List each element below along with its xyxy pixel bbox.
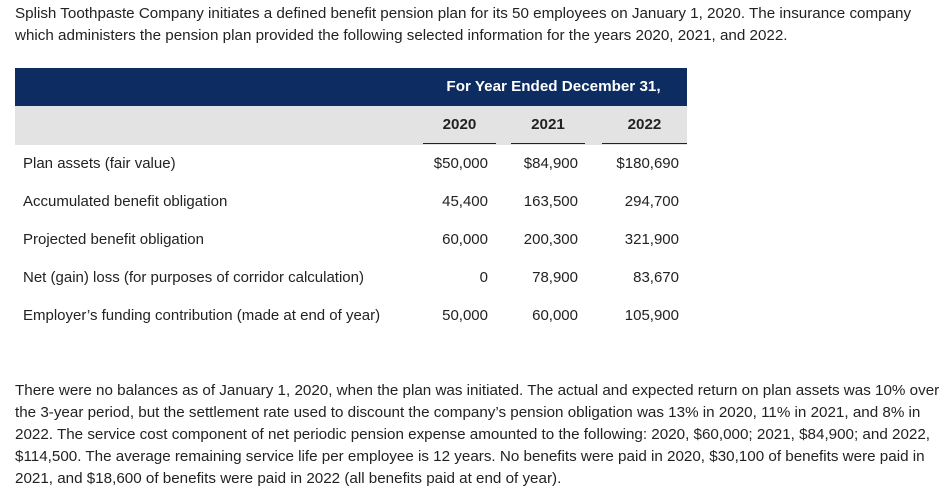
row-value-2022: 321,900 (624, 231, 679, 248)
table-row (15, 183, 687, 221)
pension-data-table (15, 68, 687, 335)
row-value-2021: 60,000 (532, 307, 578, 324)
row-value-2021: 163,500 (523, 193, 578, 210)
row-value-2020: 60,000 (442, 231, 488, 248)
row-value-2020: $50,000 (433, 155, 488, 172)
row-value-2022: 105,900 (624, 307, 679, 324)
row-label: Net (gain) loss (for purposes of corridor calculation) (23, 269, 364, 286)
year-header-row (15, 106, 687, 145)
row-label: Employer’s funding contribution (made at end of year) (23, 307, 381, 324)
table-row (15, 145, 687, 183)
row-value-2021: $84,900 (523, 155, 578, 172)
year-ended-header: For Year Ended December 31, (446, 78, 661, 95)
row-label: Plan assets (fair value) (23, 155, 176, 172)
table-row (15, 221, 687, 259)
year-header-2021: 2021 (511, 106, 585, 144)
row-value-2021: 200,300 (523, 231, 578, 248)
row-value-2021: 78,900 (532, 269, 578, 286)
year-header-2022: 2022 (602, 106, 687, 144)
row-value-2022: 83,670 (633, 269, 679, 286)
year-header-2020: 2020 (423, 106, 496, 144)
table-row (15, 259, 687, 297)
intro-paragraph: Splish Toothpaste Company initiates a defined benefit pension plan for its 50 employees on January 1, 2020. The insurance company which administers the pension plan provided the following selected information for the years 2020, 2021, and 2022. (15, 5, 912, 44)
row-value-2020: 0 (479, 269, 488, 286)
row-label: Accumulated benefit obligation (23, 193, 228, 210)
row-value-2020: 45,400 (442, 193, 488, 210)
row-label: Projected benefit obligation (23, 231, 204, 248)
outro-paragraph: There were no balances as of January 1, 2020, when the plan was initiated. The actual and expected return on plan assets was 10% over the 3-year period, but the settlement rate used to discount the company’s pension obligation was 13% in 2020, 11% in 2021, and 8% in 2022. The service cost component of net periodic pension expense amounted to the following: 2020, $60,000; 2021, $84,900; and 2022, $114,500. The average remaining service life per employee is 12 years. No benefits were paid in 2020, $30,100 of benefits were paid in 2021, and $18,600 of benefits were paid in 2022 (all benefits paid at end of year). (15, 382, 940, 487)
row-value-2022: 294,700 (624, 193, 679, 210)
table-row (15, 297, 687, 335)
table-header-bar (15, 68, 687, 106)
row-value-2020: 50,000 (442, 307, 488, 324)
row-value-2022: $180,690 (616, 155, 679, 172)
